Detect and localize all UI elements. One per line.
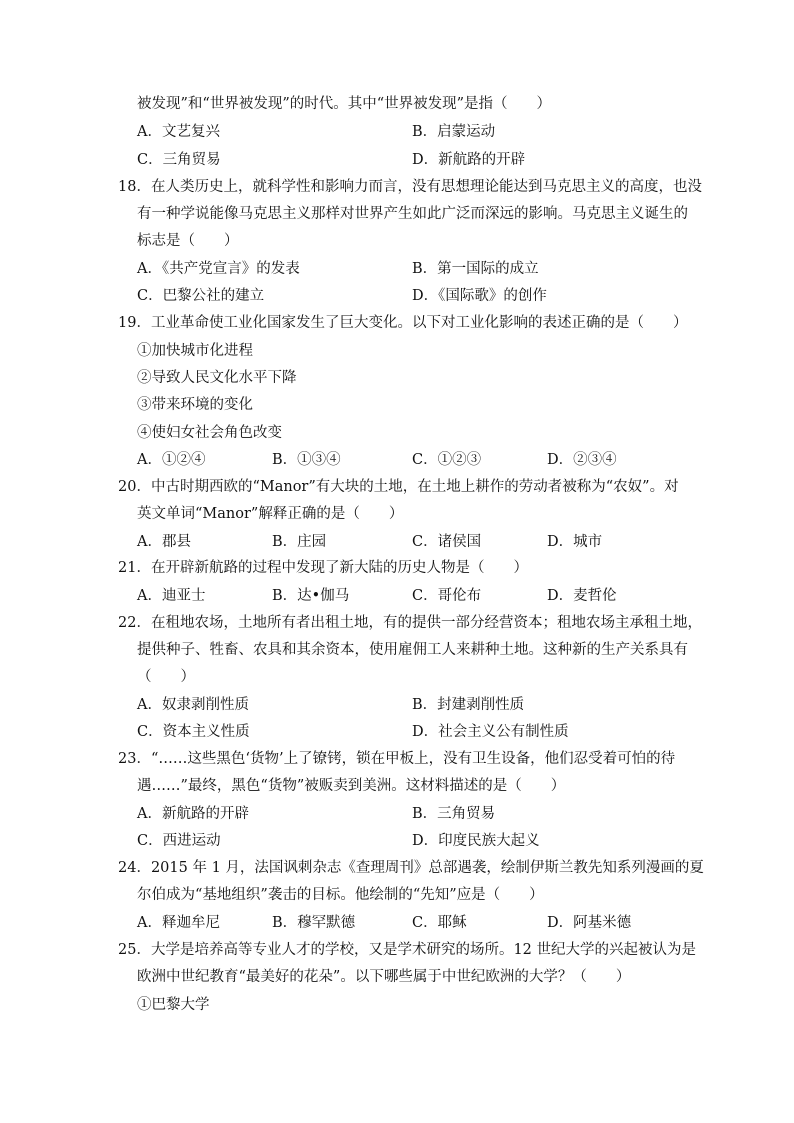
q18-option-a: A．《共产党宣言》的发表 bbox=[137, 261, 300, 277]
q19-item-1: ①加快城市化进程 bbox=[137, 343, 253, 359]
q21-option-a: A．迪亚士 bbox=[137, 588, 206, 604]
q17-option-a: A．文艺复兴 bbox=[137, 124, 220, 140]
q24-option-b: B．穆罕默德 bbox=[272, 915, 356, 931]
q18-option-b: B．第一国际的成立 bbox=[412, 261, 539, 277]
q19-stem: 19．工业革命使工业化国家发生了巨大变化。以下对工业化影响的表述正确的是（ ） bbox=[118, 315, 688, 331]
q19-item-3: ③带来环境的变化 bbox=[137, 397, 253, 413]
q19-option-c: C．①②③ bbox=[412, 452, 482, 468]
q19-item-4: ④使妇女社会角色改变 bbox=[137, 425, 282, 441]
q23-stem-line-1: 23．“……这些黑色‘货物’上了镣铐，锁在甲板上，没有卫生设备，他们忍受着可怕的待 bbox=[118, 751, 676, 767]
q25-stem-line-1: 25．大学是培养高等专业人才的学校，又是学术研究的场所。12 世纪大学的兴起被认为是 bbox=[118, 942, 697, 958]
q23-option-b: B．三角贸易 bbox=[412, 806, 496, 822]
q17-option-c: C．三角贸易 bbox=[137, 152, 221, 168]
q22-stem-line-1: 22．在租地农场，土地所有者出租土地，有的提供一部分经营资本；租地农场主承租土地， bbox=[118, 615, 702, 631]
q23-option-c: C．西进运动 bbox=[137, 833, 221, 849]
q22-option-a: A．奴隶剥削性质 bbox=[137, 697, 249, 713]
q22-stem-line-3: （ ） bbox=[137, 669, 195, 685]
q24-stem-line-2: 尔伯成为“基地组织”袭击的目标。他绘制的“先知”应是（ ） bbox=[137, 887, 544, 903]
q19-option-b: B．①③④ bbox=[272, 452, 341, 468]
q20-option-a: A．郡县 bbox=[137, 534, 191, 550]
q19-item-2: ②导致人民文化水平下降 bbox=[137, 370, 297, 386]
q22-stem-line-2: 提供种子、牲畜、农具和其余资本，使用雇佣工人来耕种土地。这种新的生产关系具有 bbox=[137, 642, 688, 658]
q21-option-b: B．达•伽马 bbox=[272, 588, 350, 604]
q18-stem-line-1: 18．在人类历史上，就科学性和影响力而言，没有思想理论能达到马克思主义的高度，也没 bbox=[118, 179, 702, 195]
q24-option-c: C．耶稣 bbox=[412, 915, 467, 931]
q21-option-d: D．麦哲伦 bbox=[547, 588, 617, 604]
q18-stem-line-3: 标志是（ ） bbox=[137, 233, 239, 249]
q21-option-c: C．哥伦布 bbox=[412, 588, 482, 604]
q17-option-b: B．启蒙运动 bbox=[412, 124, 496, 140]
q20-option-b: B．庄园 bbox=[272, 534, 327, 550]
q17-stem: 被发现”和“世界被发现”的时代。其中“世界被发现”是指（ ） bbox=[137, 96, 552, 112]
q22-option-b: B．封建剥削性质 bbox=[412, 697, 525, 713]
q20-option-d: D．城市 bbox=[547, 534, 603, 550]
q22-option-d: D．社会主义公有制性质 bbox=[412, 724, 569, 740]
q18-option-c: C．巴黎公社的建立 bbox=[137, 288, 265, 304]
q18-stem-line-2: 有一种学说能像马克思主义那样对世界产生如此广泛而深远的影响。马克思主义诞生的 bbox=[137, 206, 688, 222]
q18-option-d: D．《国际歌》的创作 bbox=[412, 288, 547, 304]
q17-option-d: D．新航路的开辟 bbox=[412, 152, 526, 168]
q24-option-a: A．释迦牟尼 bbox=[137, 915, 220, 931]
q19-option-d: D．②③④ bbox=[547, 452, 617, 468]
q20-option-c: C．诸侯国 bbox=[412, 534, 482, 550]
q23-stem-line-2: 遇……”最终，黑色“货物”被贩卖到美洲。这材料描述的是（ ） bbox=[137, 778, 566, 794]
q19-option-a: A．①②④ bbox=[137, 452, 206, 468]
q23-option-a: A．新航路的开辟 bbox=[137, 806, 249, 822]
q21-stem: 21．在开辟新航路的过程中发现了新大陆的历史人物是（ ） bbox=[118, 560, 528, 576]
q25-item-1: ①巴黎大学 bbox=[137, 997, 210, 1013]
q20-stem-line-2: 英文单词“Manor”解释正确的是（ ） bbox=[137, 506, 404, 522]
q22-option-c: C．资本主义性质 bbox=[137, 724, 250, 740]
q23-option-d: D．印度民族大起义 bbox=[412, 833, 540, 849]
q20-stem-line-1: 20．中古时期西欧的“Manor”有大块的土地，在土地上耕作的劳动者被称为“农奴”。对 bbox=[118, 479, 679, 495]
q24-option-d: D．阿基米德 bbox=[547, 915, 632, 931]
q24-stem-line-1: 24．2015 年 1 月，法国讽刺杂志《查理周刊》总部遇袭，绘制伊斯兰教先知系列漫画的夏 bbox=[118, 860, 704, 876]
q25-stem-line-2: 欧洲中世纪教育“最美好的花朵”。以下哪些属于中世纪欧洲的大学？（ ） bbox=[137, 969, 631, 985]
